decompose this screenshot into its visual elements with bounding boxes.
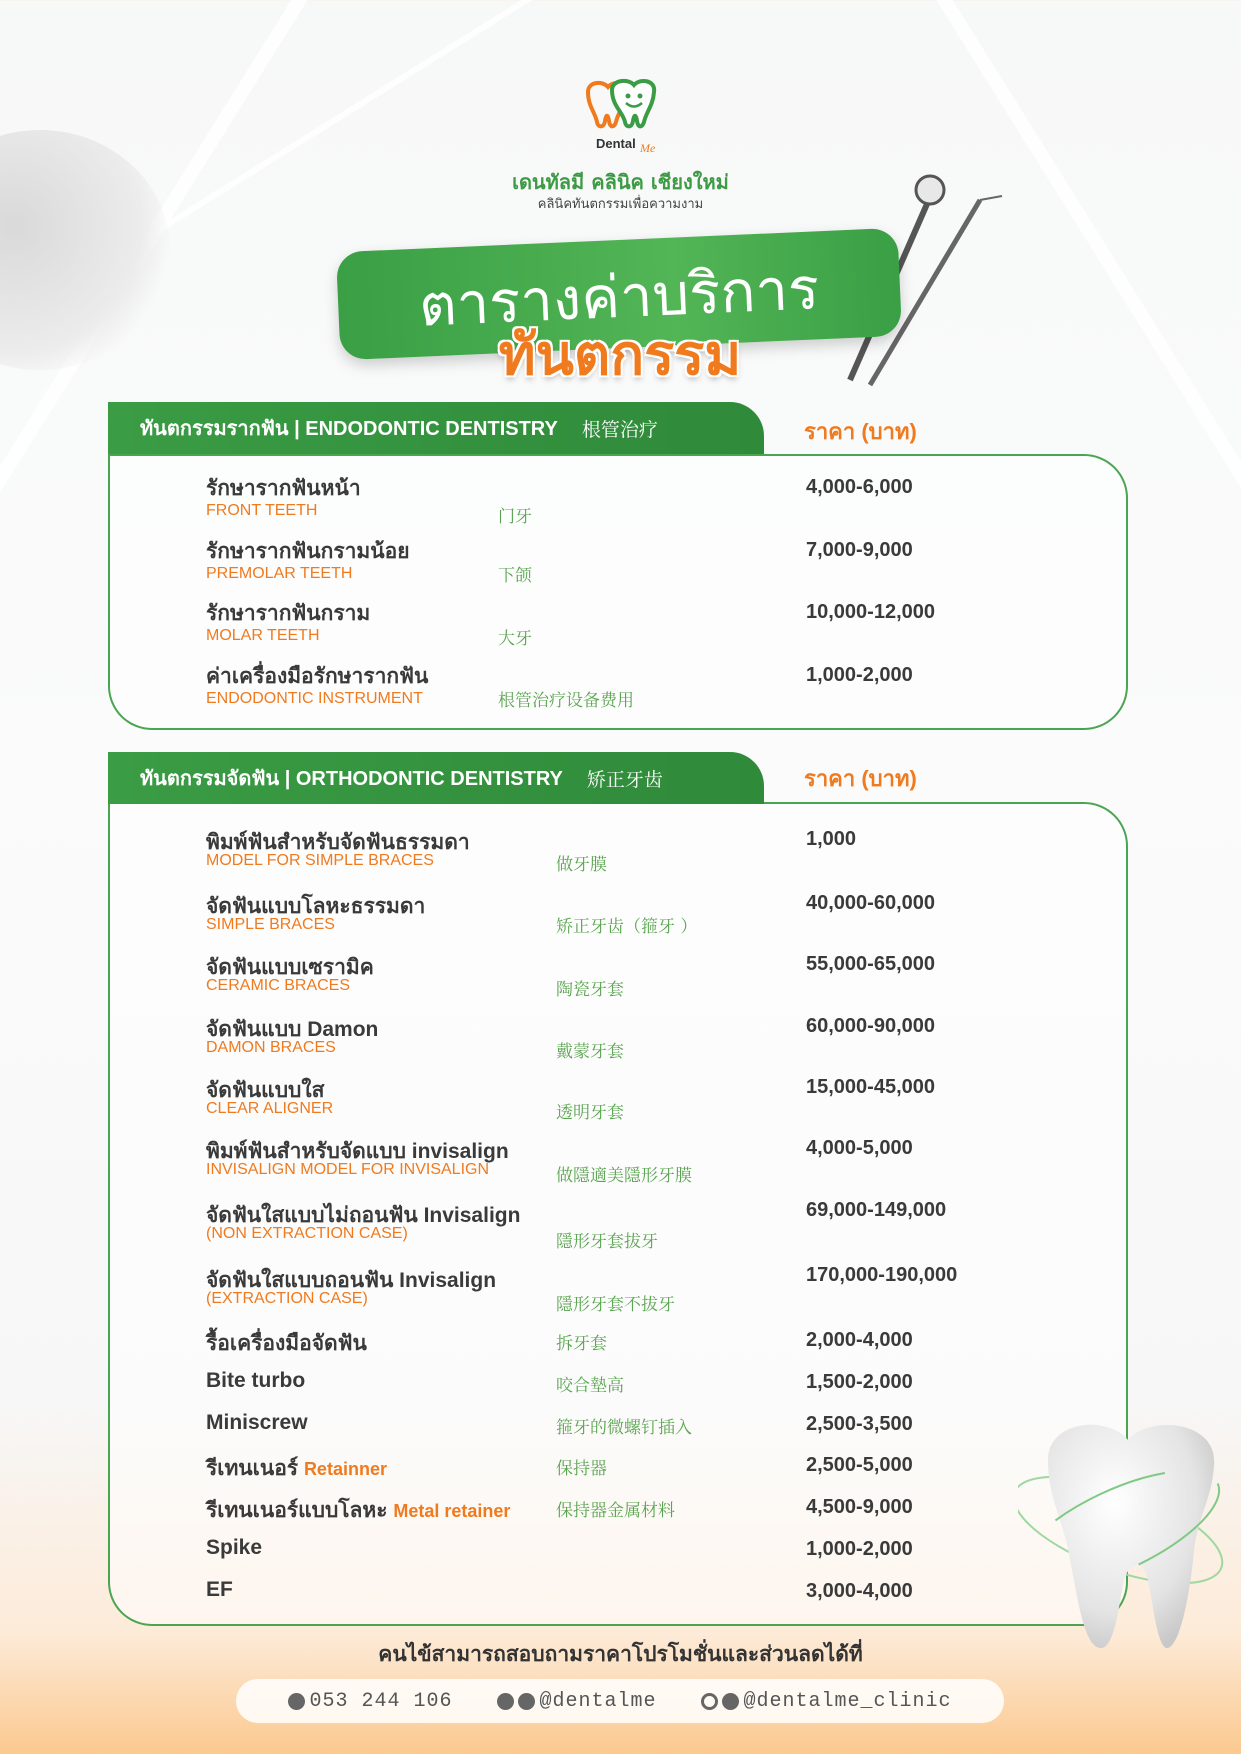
item-english: DAMON BRACES [206,1039,336,1056]
item-thai: พิมพ์ฟันสำหรับจัดฟันธรรมดา [206,831,470,854]
phone-contact[interactable] [288,1690,452,1713]
clinic-tagline: คลินิคทันตกรรมเพื่อความงาม [537,197,704,212]
facebook-icon [497,1693,514,1710]
item-english: (EXTRACTION CASE) [206,1290,368,1307]
item-chinese: 隱形牙套拔牙 [556,1232,658,1252]
item-price: 4,000-5,000 [806,1137,913,1159]
item-price: 2,500-3,500 [806,1413,913,1435]
item-price: 170,000-190,000 [806,1264,958,1286]
svg-text:Me: Me [640,141,656,154]
instagram-handle: @dentalme_clinic [743,1689,952,1713]
item-chinese: 做隱適美隱形牙膜 [556,1166,692,1186]
item-english: MOLAR TEETH [206,627,320,644]
item-chinese: 陶瓷牙套 [556,980,624,1000]
item-chinese: 下颌 [498,566,532,586]
facebook-contact[interactable] [497,1690,656,1713]
item-thai-text: รีเทนเนอร์ [206,1457,299,1480]
item-price: 4,000-6,000 [806,476,913,498]
item-thai: จัดฟันแบบ Damon [206,1018,379,1041]
item-chinese: 拆牙套 [556,1334,607,1354]
item-price: 69,000-149,000 [806,1199,947,1221]
item-price: 55,000-65,000 [806,953,936,975]
item-price: 10,000-12,000 [806,601,936,623]
phone-icon [288,1693,305,1710]
item-thai: Bite turbo [206,1369,306,1392]
item-english: CERAMIC BRACES [206,977,351,994]
item-thai: รักษารากฟันหน้า [206,477,361,500]
item-english-inline: Retainner [303,1459,387,1479]
orthodontic-section-header [108,752,764,804]
clinic-name: เดนทัลมี คลินิค เชียงใหม่ [512,170,729,194]
item-chinese: 门牙 [498,507,532,527]
item-price: 1,000 [806,828,857,850]
dental-me-logo [578,78,668,154]
price-header: ราคา (บาท) [804,766,917,791]
item-chinese: 大牙 [498,629,532,649]
section-title-cn: 矫正牙齿 [586,768,663,791]
item-english: SIMPLE BRACES [206,916,335,933]
item-thai: พิมพ์ฟันสำหรับจัดแบบ invisalign [206,1140,509,1163]
item-price: 40,000-60,000 [806,892,936,914]
item-chinese: 隱形牙套不拔牙 [556,1295,675,1315]
item-thai [206,1494,510,1527]
section-title: ทันตกรรมรากฟัน | ENDODONTIC DENTISTRY [140,418,558,440]
facebook-handle: @dentalme [539,1689,657,1713]
item-price: 1,000-2,000 [806,1538,913,1560]
tiktok-icon [722,1693,739,1710]
item-english: FRONT TEETH [206,502,318,519]
item-price: 15,000-45,000 [806,1076,936,1098]
item-chinese: 咬合墊高 [556,1376,624,1396]
item-price: 1,500-2,000 [806,1371,913,1393]
title-line2: ทันตกรรม [498,323,742,386]
tooth-icon [1018,1420,1230,1650]
item-price: 1,000-2,000 [806,664,913,686]
item-thai: รักษารากฟันกราม [206,602,371,625]
item-english: CLEAR ALIGNER [206,1100,334,1117]
section-title: ทันตกรรมจัดฟัน | ORTHODONTIC DENTISTRY [140,768,563,790]
item-price: 7,000-9,000 [806,539,913,561]
item-english: INVISALIGN MODEL FOR INVISALIGN [206,1161,490,1178]
item-price: 60,000-90,000 [806,1015,936,1037]
messenger-icon [518,1693,535,1710]
item-chinese: 保持器金属材料 [556,1501,675,1521]
item-english: PREMOLAR TEETH [206,565,353,582]
item-price: 3,000-4,000 [806,1580,913,1602]
item-chinese: 保持器 [556,1459,607,1479]
item-thai: Spike [206,1536,263,1559]
svg-text:Dental: Dental [596,136,636,151]
item-price: 2,500-5,000 [806,1454,913,1476]
item-thai-text: รีเทนเนอร์แบบโลหะ [206,1499,388,1522]
item-english: (NON EXTRACTION CASE) [206,1225,408,1242]
promo-text: คนไข้สามารถสอบถามราคาโปรโมชั่นและส่วนลดได้ที่ [378,1643,863,1666]
item-chinese: 矫正牙齿（箍牙 ） [556,917,698,937]
instagram-icon [701,1693,718,1710]
item-thai: EF [206,1578,233,1601]
contact-bar [236,1679,1004,1723]
item-english: MODEL FOR SIMPLE BRACES [206,852,434,869]
item-thai: Miniscrew [206,1411,308,1434]
phone-number: 053 244 106 [309,1689,453,1713]
item-english-inline: Metal retainer [393,1501,511,1521]
item-thai: จัดฟันใสแบบถอนฟัน Invisalign [206,1269,497,1292]
item-thai: จัดฟันแบบใส [206,1079,325,1102]
instagram-contact[interactable] [701,1690,951,1713]
item-chinese: 根管治疗设备费用 [498,691,634,711]
item-chinese: 箍牙的微螺钉插入 [556,1418,692,1438]
item-thai: จัดฟันแบบเซรามิค [206,956,374,979]
item-price: 2,000-4,000 [806,1329,913,1351]
item-thai: ค่าเครื่องมือรักษารากฟัน [206,665,429,688]
item-chinese: 戴蒙牙套 [556,1042,624,1062]
price-header: ราคา (บาท) [804,419,917,444]
item-thai: รักษารากฟันกรามน้อย [206,540,410,563]
item-thai: รื้อเครื่องมือจัดฟัน [206,1332,367,1355]
endodontic-section-header [108,402,764,454]
item-price: 4,500-9,000 [806,1496,913,1518]
title-line1: ตารางค่าบริการ [417,256,821,339]
item-thai: จัดฟันแบบโลหะธรรมดา [206,895,426,918]
item-thai: จัดฟันใสแบบไม่ถอนฟัน Invisalign [206,1204,521,1227]
item-chinese: 透明牙套 [556,1103,624,1123]
section-title-cn: 根管治疗 [581,418,658,441]
item-thai [206,1452,387,1485]
item-chinese: 做牙膜 [556,855,607,875]
item-english: ENDODONTIC INSTRUMENT [206,690,423,707]
